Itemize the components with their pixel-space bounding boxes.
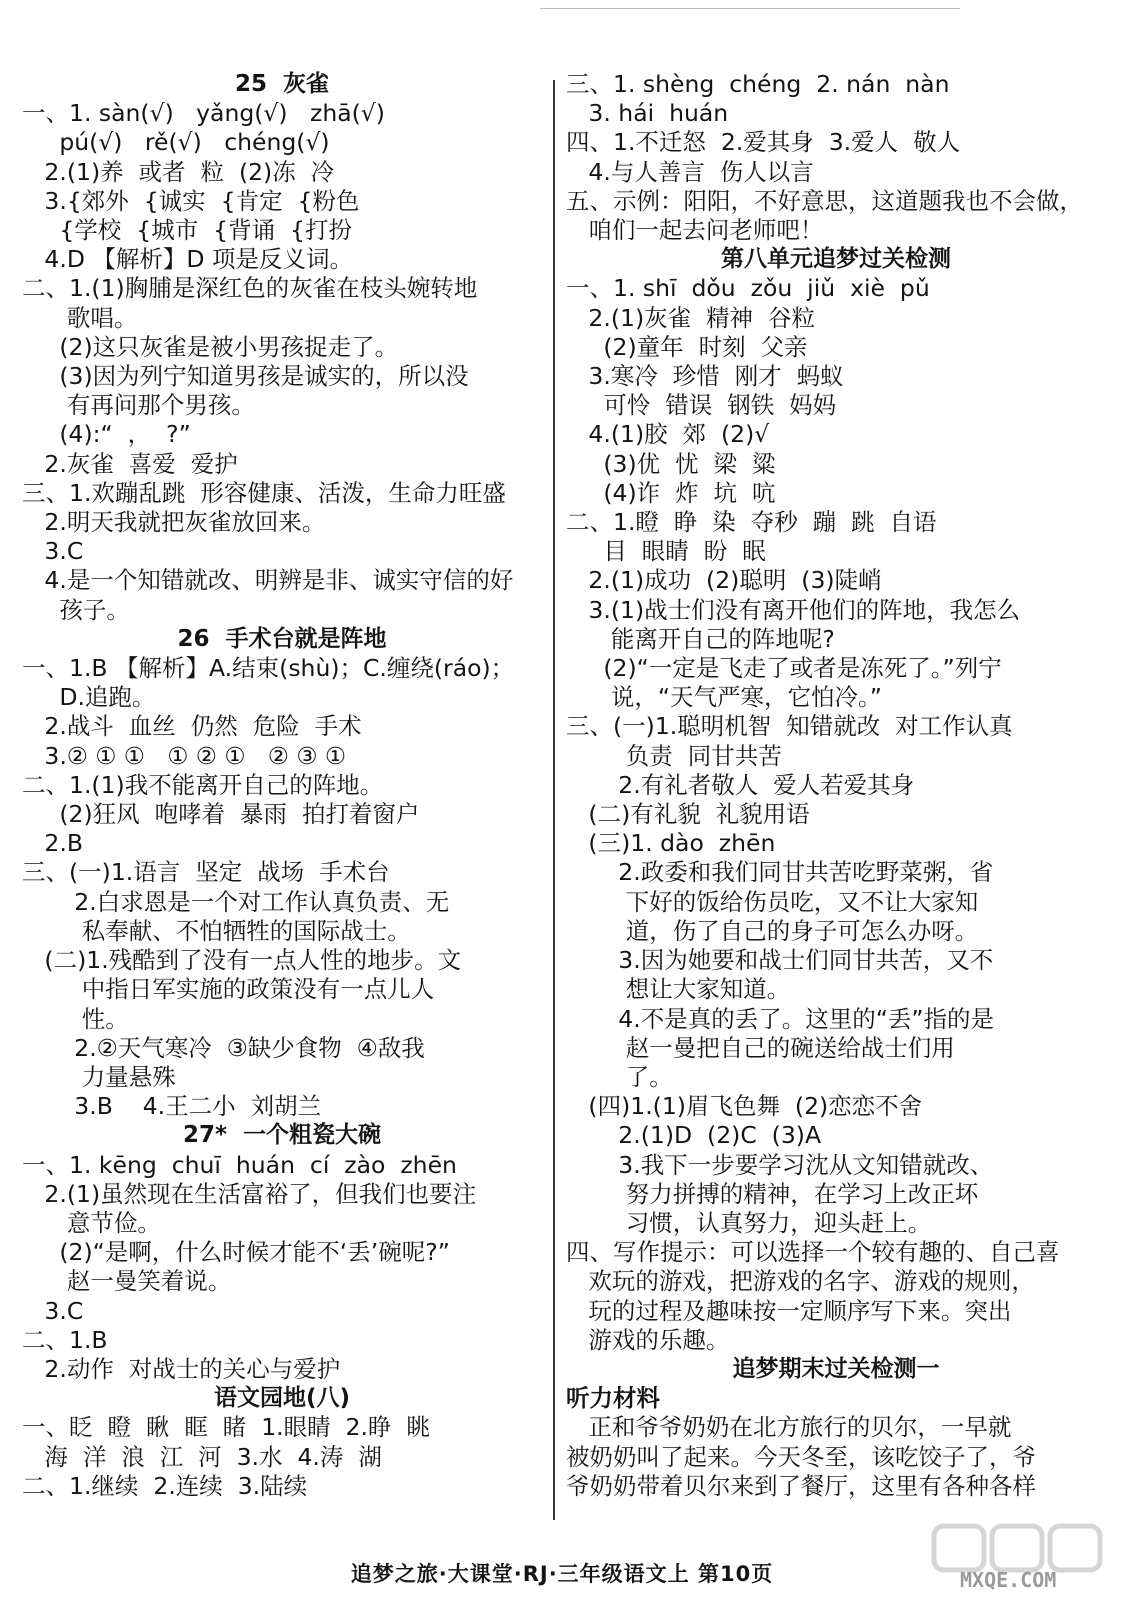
answer-line: 2.政委和我们同甘共苦吃野菜粥，省 [566,858,994,887]
answer-line: 赵一曼把自己的碗送给战士们用 [566,1033,955,1062]
answer-line: 2.B [22,829,83,858]
answer-line: 海 洋 浪 江 河 3.水 4.涛 湖 [22,1442,382,1471]
answer-line: (2)狂风 咆哮着 暴雨 拍打着窗户 [22,800,420,829]
answer-line: 3.我下一步要学习沈从文知错就改、 [566,1150,994,1179]
answer-line: (2)“是啊，什么时候才能不‘丢’碗呢?” [22,1238,450,1267]
answer-line: 爷奶奶带着贝尔来到了餐厅，这里有各种各样 [566,1471,1036,1500]
answer-line: {学校 {城市 {背诵 {打扮 [22,216,352,245]
answer-line: 正和爷爷奶奶在北方旅行的贝尔，一早就 [566,1413,1012,1442]
answer-line: 2.(1)D (2)C (3)A [566,1121,822,1150]
answer-line: 三、(一)1.聪明机智 知错就改 对工作认真 [566,712,1013,741]
answer-line: 了。 [566,1062,673,1091]
answer-line: 努力拼搏的精神，在学习上改正坏 [566,1179,979,1208]
watermark-text: MXQE.COM [960,1568,1057,1592]
answer-line: 歌唱。 [22,303,138,332]
answer-line: 2.明天我就把灰雀放回来。 [22,508,326,537]
answer-line: 一、1. sàn(√) yǎng(√) zhā(√) [22,99,385,128]
answer-line: 3.C [22,1296,84,1325]
answer-line: 二、1.瞪 睁 染 夺秒 蹦 跳 自语 [566,508,937,537]
answer-line: 三、1. shèng chéng 2. nán nàn [566,70,950,98]
answer-line: 3.② ① ① ① ② ① ② ③ ① [22,741,347,770]
answer-line: (3)因为列宁知道男孩是诚实的，所以没 [22,362,469,391]
answer-line: 一、1.B 【解析】A.结束(shù)；C.缠绕(ráo)； [22,654,515,683]
answer-line: 2.战斗 血丝 仍然 危险 手术 [22,712,362,741]
answer-line: 4.是一个知错就改、明辨是非、诚实守信的好 [22,566,514,595]
answer-line: 4.与人善言 伤人以言 [566,157,814,186]
answer-line: 意节俭。 [22,1208,161,1237]
section-heading: 27* 一个粗瓷大碗 [182,1122,382,1149]
answer-line: 被奶奶叫了起来。今天冬至，该吃饺子了，爷 [566,1442,1036,1471]
section-heading: 第八单元追梦过关检测 [721,246,951,273]
answer-line: 一、眨 瞪 瞅 眶 睹 1.眼睛 2.睁 眺 [22,1413,430,1442]
answer-line: 可怜 错误 钢铁 妈妈 [566,391,837,420]
column-divider [553,80,555,1520]
answer-line: 2.有礼者敬人 爱人若爱其身 [566,770,915,799]
answer-line: 四、写作提示：可以选择一个较有趣的、自己喜 [566,1238,1060,1267]
answer-line: 孩子。 [22,595,130,624]
answer-line: 3.C [22,537,84,566]
answer-line: 三、(一)1.语言 坚定 战场 手术台 [22,858,390,887]
answer-line: 习惯，认真努力，迎头赶上。 [566,1208,932,1237]
answer-line: 一、1. kēng chuī huán cí zào zhēn [22,1150,457,1179]
answer-line: (四)1.(1)眉飞色舞 (2)恋恋不舍 [566,1092,923,1121]
left-column [22,70,542,1501]
answer-line: (三)1. dào zhēn [566,829,776,858]
answer-line: 能离开自己的阵地呢? [566,624,835,653]
answer-line: 听力材料 [566,1384,660,1413]
answer-line: pú(√) rě(√) chéng(√) [22,128,330,157]
answer-line: 2.(1)灰雀 精神 谷粒 [566,303,815,332]
answer-line: (二)有礼貌 礼貌用语 [566,800,810,829]
answer-line: 道，伤了自己的身子可怎么办呀。 [566,916,979,945]
answer-line: (2)这只灰雀是被小男孩捉走了。 [22,332,399,361]
answer-line: 有再问那个男孩。 [22,391,255,420]
answer-line: 3.B 4.王二小 刘胡兰 [22,1092,322,1121]
section-heading: 追梦期末过关检测一 [732,1355,940,1382]
answer-line: 说，“天气严寒，它怕冷。” [566,683,882,712]
answer-line: 二、1.(1)胸脯是深红色的灰雀在枝头婉转地 [22,274,478,303]
answer-line: 3.{郊外 {诚实 {肯定 {粉色 [22,186,360,215]
answer-line: 游戏的乐趣。 [566,1325,730,1354]
answer-line: 咱们一起去问老师吧！ [566,216,824,245]
answer-line: 目 眼睛 盼 眠 [566,537,766,566]
answer-line: (二)1.残酷到了没有一点人性的地步。文 [22,946,462,975]
section-heading: 26 手术台就是阵地 [177,625,387,652]
answer-line: 3. hái huán [566,99,729,128]
answer-line: 负责 同甘共苦 [566,741,782,770]
answer-line: 赵一曼笑着说。 [22,1267,232,1296]
answer-line: 4.不是真的丢了。这里的“丢”指的是 [566,1004,995,1033]
answer-line: 3.寒冷 珍惜 刚才 蚂蚁 [566,362,844,391]
answer-line: (3)优 忧 梁 粱 [566,449,776,478]
answer-line: 2.(1)虽然现在生活富裕了，但我们也要注 [22,1179,477,1208]
answer-line: 一、1. shī dǒu zǒu jiǔ xiè pǔ [566,274,930,303]
top-edge-line [540,8,960,9]
right-column [566,70,1106,1501]
answer-line: 四、1.不迁怒 2.爱其身 3.爱人 敬人 [566,128,961,157]
answer-line: 欢玩的游戏，把游戏的名字、游戏的规则， [566,1267,1035,1296]
answer-line: D.追跑。 [22,683,156,712]
answer-line: 2.(1)成功 (2)聪明 (3)陡峭 [566,566,882,595]
answer-line: 2.②天气寒冷 ③缺少食物 ④敌我 [22,1033,425,1062]
answer-line: 3.因为她要和战士们同甘共苦，又不 [566,946,994,975]
answer-line: 性。 [22,1004,129,1033]
answer-line: 想让大家知道。 [566,975,791,1004]
answer-line: 下好的饭给伤员吃，又不让大家知 [566,887,979,916]
answer-line: 二、1.(1)我不能离开自己的阵地。 [22,770,384,799]
section-heading: 语文园地(八) [213,1385,351,1412]
answer-line: (4):“ ， ?” [22,420,191,449]
page-footer: 追梦之旅·大课堂·RJ·三年级语文上 第10页 [350,1562,774,1586]
answer-line: 2.(1)养 或者 粒 (2)冻 冷 [22,157,335,186]
answer-line: 二、1.继续 2.连续 3.陆续 [22,1471,308,1500]
answer-line: (2)“一定是飞走了或者是冻死了。”列宁 [566,654,1002,683]
answer-line: 3.(1)战士们没有离开他们的阵地，我怎么 [566,595,1021,624]
answer-line: 2.白求恩是一个对工作认真负责、无 [22,887,450,916]
answer-line: 4.(1)胶 郊 (2)√ [566,420,770,449]
answer-line: 私奉献、不怕牺牲的国际战士。 [22,916,411,945]
section-heading: 25 灰雀 [234,71,330,97]
answer-line: 4.D 【解析】D 项是反义词。 [22,245,353,274]
answer-line: (2)童年 时刻 父亲 [566,332,808,361]
answer-line: 五、示例：阳阳，不好意思，这道题我也不会做， [566,186,1083,215]
answer-line: 2.灰雀 喜爱 爱护 [22,449,238,478]
answer-line: (4)诈 炸 坑 吭 [566,478,776,507]
answer-line: 力量悬殊 [22,1062,176,1091]
answer-line: 二、1.B [22,1325,108,1354]
answer-line: 三、1.欢蹦乱跳 形容健康、活泼，生命力旺盛 [22,478,506,507]
answer-line: 中指日军实施的政策没有一点儿人 [22,975,435,1004]
answer-line: 玩的过程及趣味按一定顺序写下来。突出 [566,1296,1012,1325]
answer-line: 2.动作 对战士的关心与爱护 [22,1354,341,1383]
